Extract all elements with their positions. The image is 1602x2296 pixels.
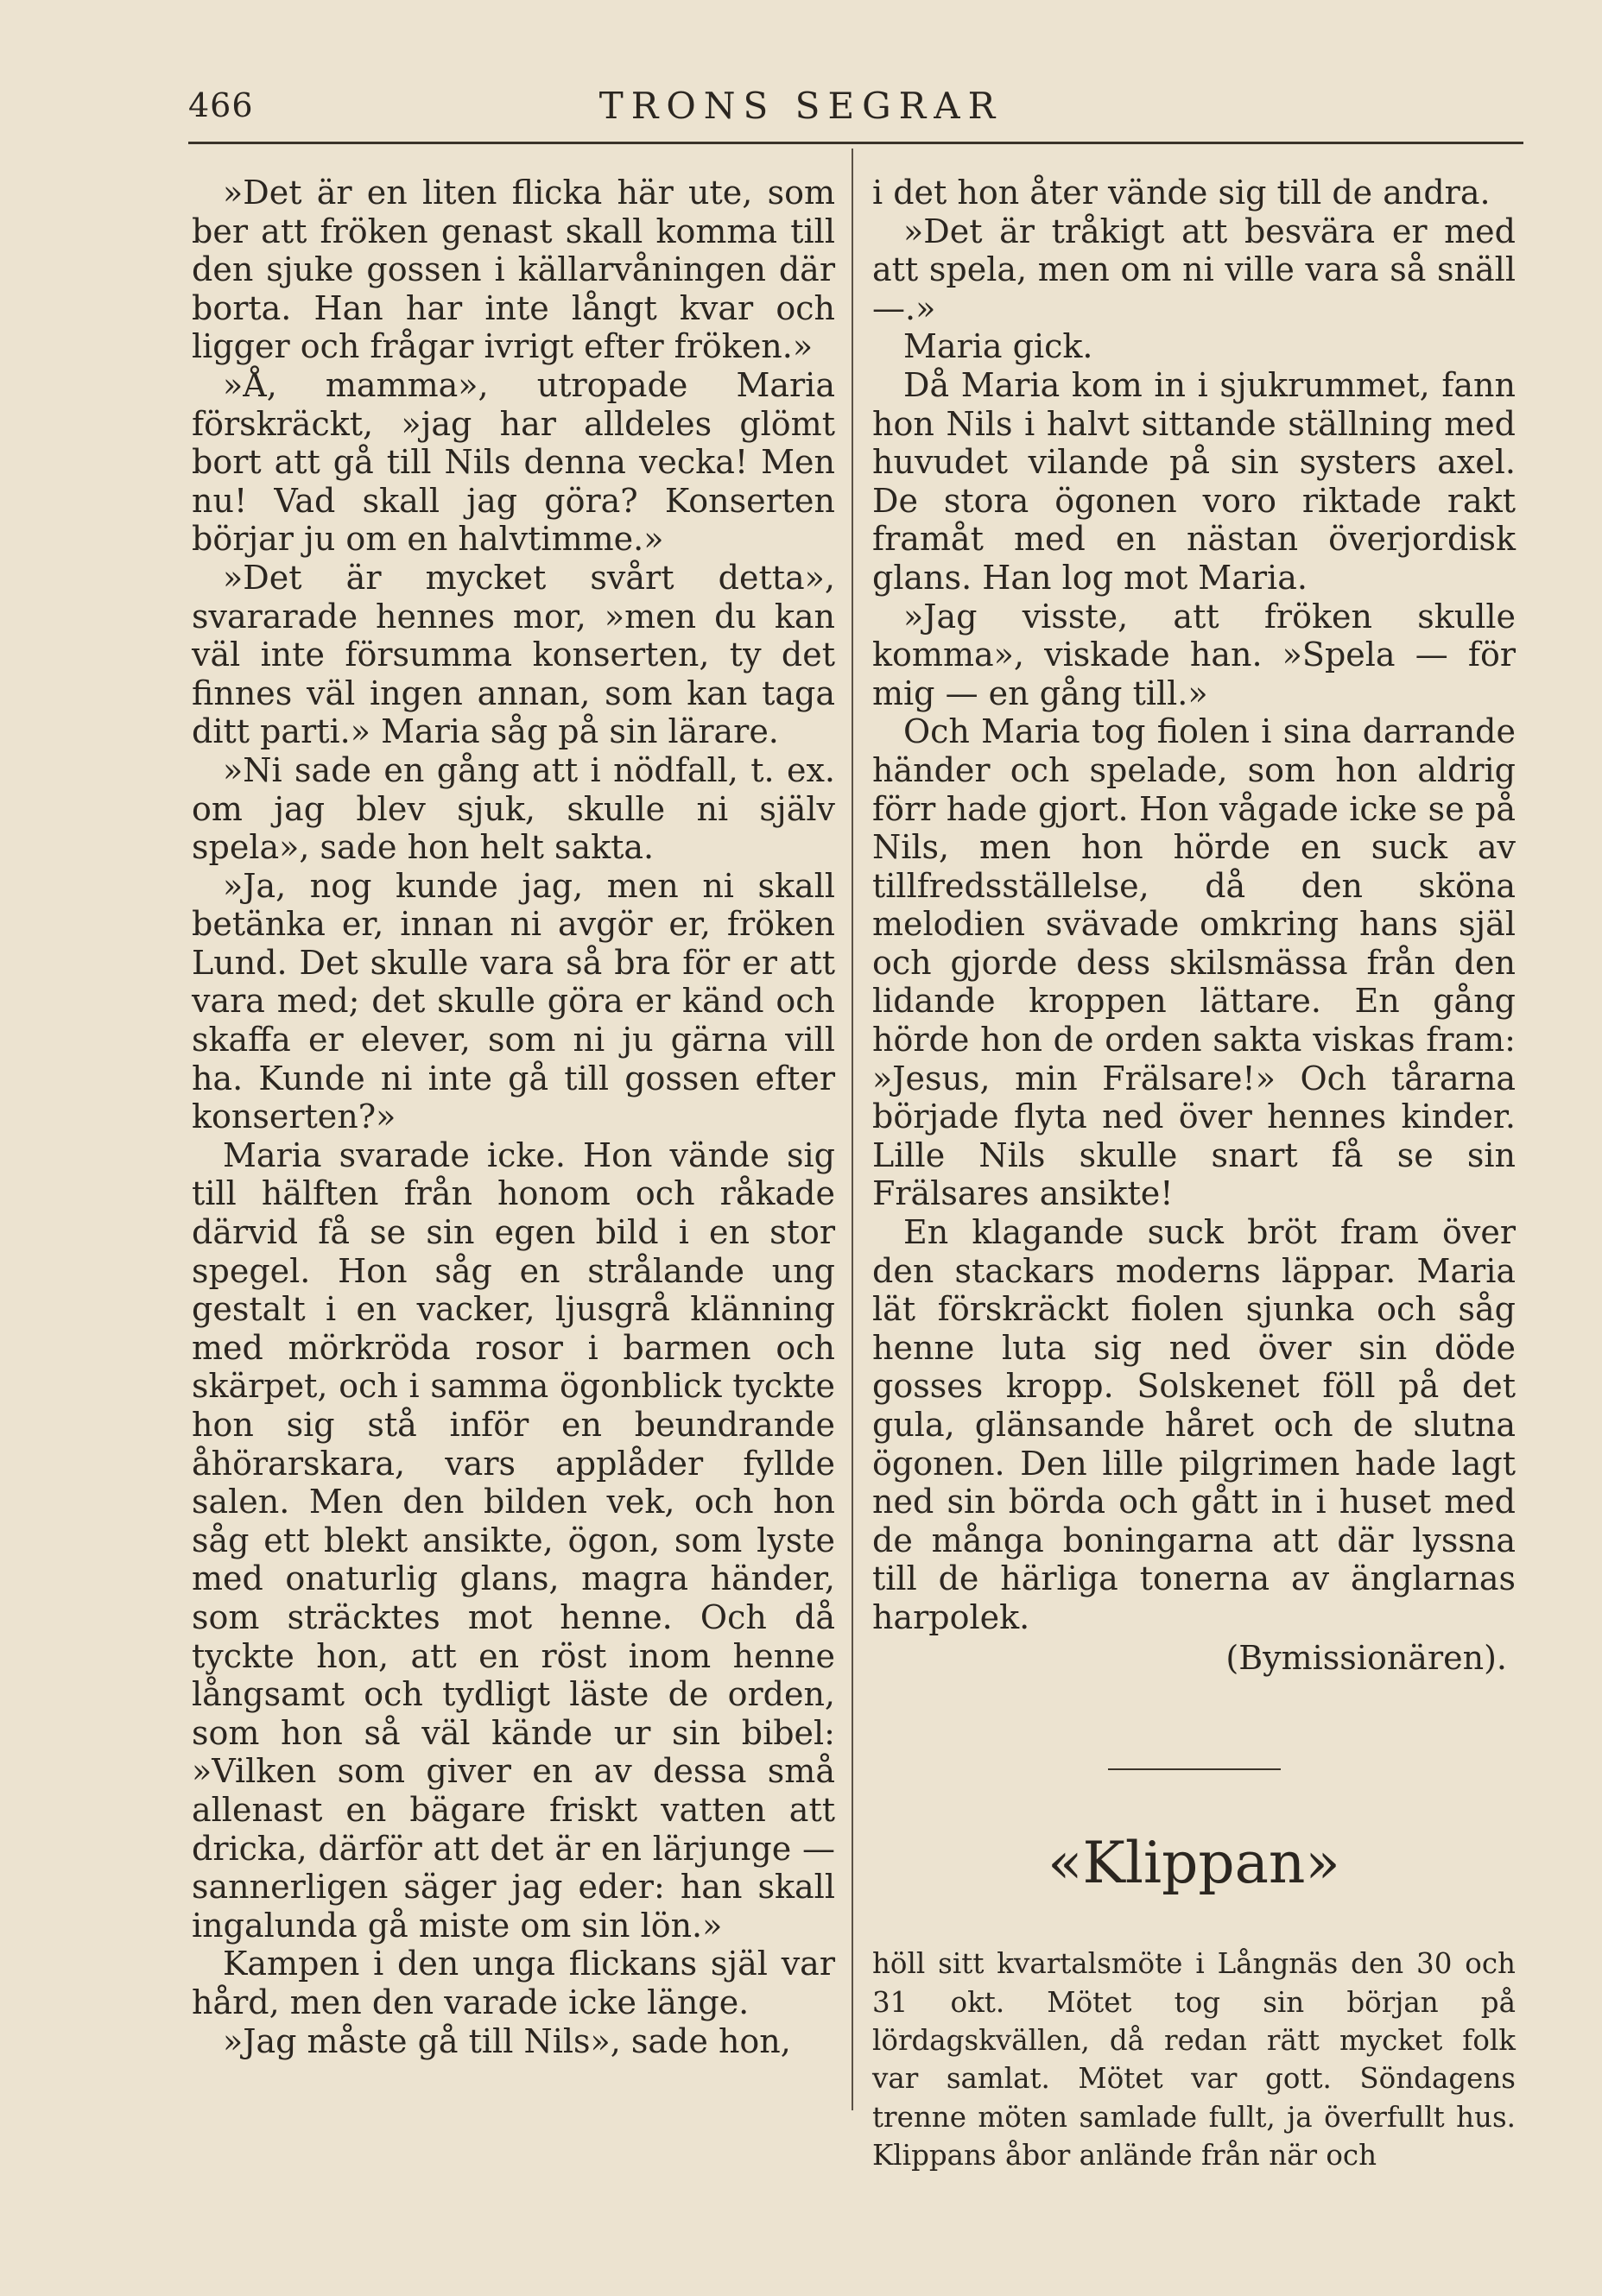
paragraph: »Det är mycket svårt detta», svararade hennes mor, »men du kan väl inte försumma konserten, ty det finnes väl ingen annan, som kan taga ditt parti.» Maria såg på sin lärare.	[192, 558, 835, 751]
paragraph: Då Maria kom in i sjukrummet, fann hon Nils i halvt sittande ställning med huvudet vilande på sin systers axel. De stora ögonen voro riktade rakt framåt med en nästan överjordisk glans. Han log mot Maria.	[872, 365, 1516, 597]
report-text-block	[872, 1945, 1516, 2174]
paragraph: »Ni sade en gång att i nödfall, t. ex. om jag blev sjuk, skulle ni själv spela», sade hon helt sakta.	[192, 750, 835, 867]
signature: (Bymissionären).	[1225, 1638, 1507, 1677]
right-column	[872, 174, 1516, 2175]
paragraph: »Det är tråkigt att besvära er med att spela, men om ni ville vara så snäll —.»	[872, 212, 1516, 327]
left-column	[192, 174, 835, 2060]
section-separator	[1108, 1768, 1281, 1770]
running-title: TRONS SEGRAR	[598, 85, 1004, 127]
paragraph: »Ja, nog kunde jag, men ni skall betänka er, innan ni avgör er, fröken Lund. Det skulle vara så bra för er att vara med; det skulle göra er känd och skaffa er elever, som ni ju gärna vill ha. Kunde ni inte gå till gossen efter konserten?»	[192, 866, 835, 1136]
column-divider	[852, 149, 853, 2110]
paragraph: »Jag måste gå till Nils», sade hon,	[223, 2021, 791, 2060]
paragraph: En klagande suck bröt fram över den stackars moderns läppar. Maria lät förskräckt fiolen sjunka och såg henne luta sig ned över sin döde gosses kropp. Solskenet föll på det gula, glänsande håret och de slutna ögonen. Den lille pilgrimen hade lagt ned sin börda och gått in i huset med de många boningarna att där lyssna till de härliga tonerna av änglarnas harpolek.	[872, 1213, 1516, 1636]
paragraph: Maria svarade icke. Hon vände sig till hälften från honom och råkade därvid få se sin egen bild i en stor spegel. Hon såg en strålande ung gestalt i en vacker, ljusgrå klänning med mörkröda rosor i barmen och skärpet, och i samma ögonblick tyckte hon sig stå inför en beundrande åhörarskara, vars applåder fyllde salen. Men den bilden vek, och hon såg ett blekt ansikte, ögon, som lyste med onaturlig glans, magra händer, som sträcktes mot henne. Och då tyckte hon, att en röst inom henne långsamt och tydligt läste de orden, som hon så väl kände ur sin bibel: »Vilken som giver en av dessa små allenast en bägare friskt vatten att dricka, därför att det är en lärjunge — sannerligen säger jag eder: han skall ingalunda gå miste om sin lön.»	[192, 1135, 835, 1945]
paragraph: »Det är en liten flicka här ute, som ber att fröken genast skall komma till den sjuke gossen i källarvåningen där borta. Han har inte långt kvar och ligger och frågar ivrigt efter fröken.»	[192, 174, 835, 366]
paragraph-continuation: i det hon åter vände sig till de andra.	[872, 174, 1491, 212]
paragraph: Kampen i den unga flickans själ var hård, men den varade icke länge.	[192, 1945, 835, 2021]
page-number: 466	[188, 86, 254, 124]
paragraph: Och Maria tog fiolen i sina darrande händer och spelade, som hon aldrig förr hade gjort. Hon vågade icke se på Nils, men hon hörde en suck av tillfredsställelse, då den sköna melodien svävade omkring hans själ och gjorde dess skilsmässa från den lidande kroppen lättare. En gång hörde hon de orden sakta viskas fram: »Jesus, min Frälsare!» Och tårarna började flyta ned över hennes kinder. Lille Nils skulle snart få se sin Frälsares ansikte!	[872, 712, 1516, 1213]
paragraph: »Jag visste, att fröken skulle komma», viskade han. »Spela — för mig — en gång till.»	[872, 597, 1516, 712]
paragraph: Maria gick.	[903, 327, 1093, 366]
header-rule	[188, 142, 1523, 144]
section-heading: «Klippan»	[1048, 1830, 1340, 1897]
report-paragraph: höll sitt kvartalsmöte i Långnäs den 30 och 31 okt. Mötet tog sin början på lördagskvällen, då redan rätt mycket folk var samlat. Mötet var gott. Söndagens trenne möten samlade fullt, ja överfullt hus. Klippans åbor anlände från när och	[872, 1947, 1516, 2173]
paragraph: »Å, mamma», utropade Maria förskräckt, »jag har alldeles glömt bort att gå till Nils denna vecka! Men nu! Vad skall jag göra? Konserten börjar ju om en halvtimme.»	[192, 365, 835, 559]
